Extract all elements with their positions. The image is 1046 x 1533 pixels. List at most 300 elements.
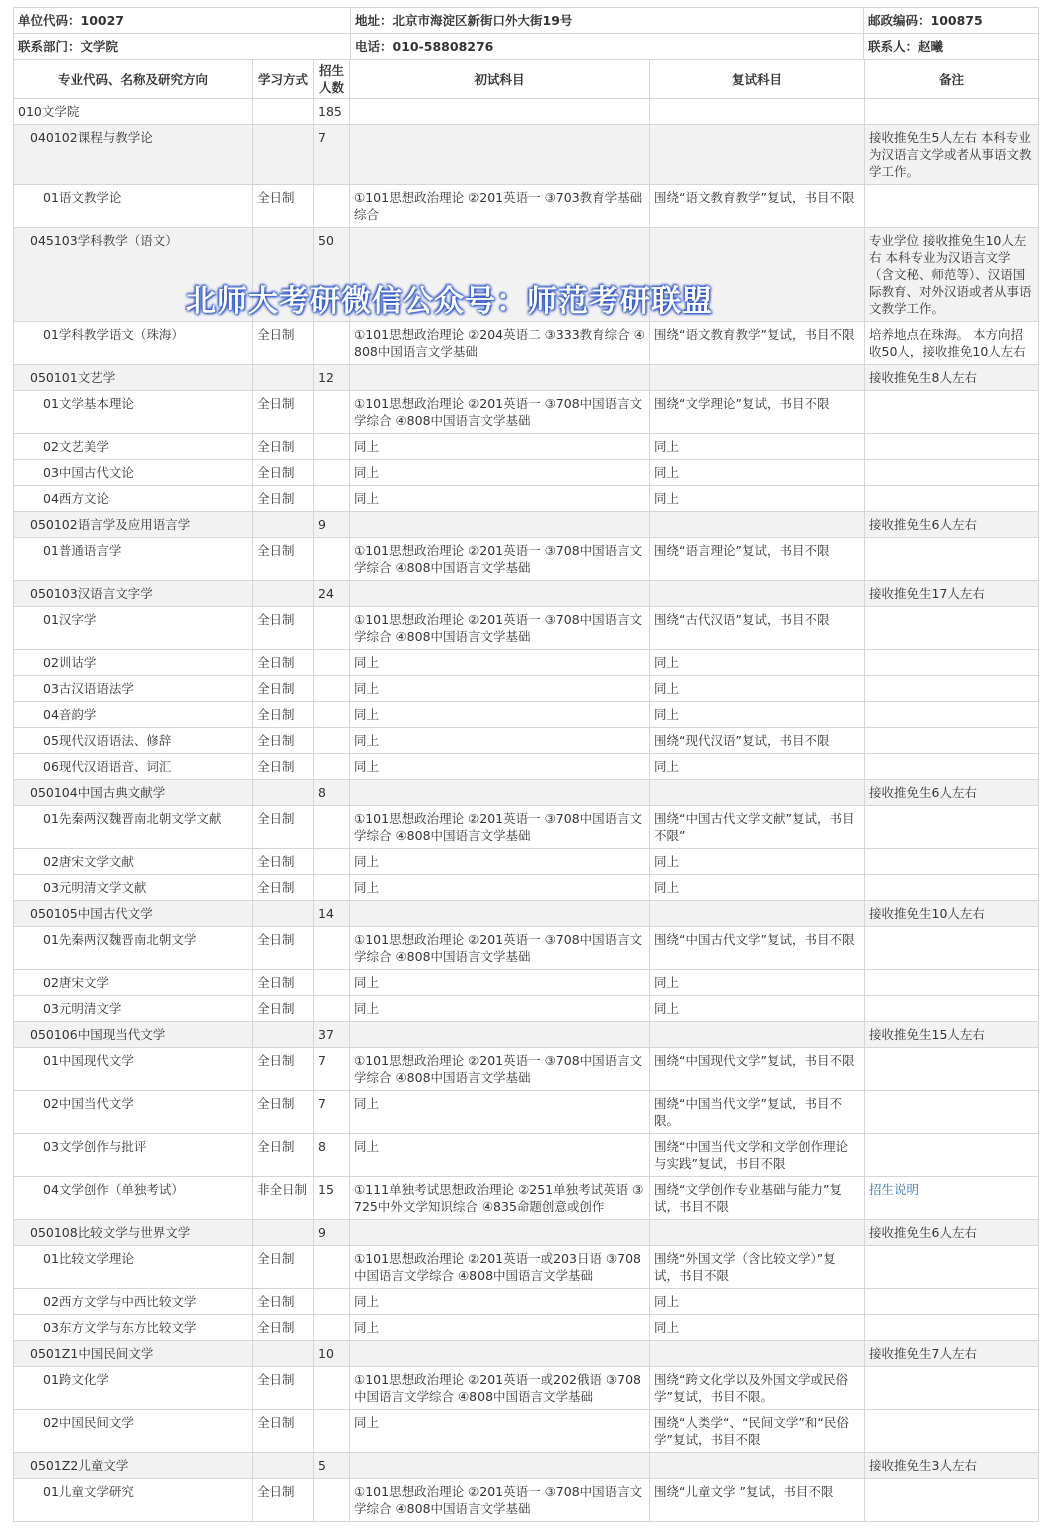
note-cell: 专业学位 接收推免生10人左右 本科专业为汉语言文学（含文秘、师范等）、汉语国际教育、对外汉语或者从事语文教学工作。: [865, 228, 1039, 322]
exam-cell: 同上: [350, 460, 650, 486]
major-cell: 040102课程与教学论: [14, 125, 253, 185]
enroll-cell: [314, 391, 350, 434]
major-cell: 02训诂学: [14, 650, 253, 676]
enroll-cell: [314, 322, 350, 365]
note-cell: [865, 1289, 1039, 1315]
enroll-cell: [314, 1289, 350, 1315]
note-cell: 接收推免生6人左右: [865, 780, 1039, 806]
note-cell: [865, 970, 1039, 996]
mode-cell: 全日制: [253, 434, 314, 460]
mode-cell: 全日制: [253, 1289, 314, 1315]
major-cell: 050106中国现当代文学: [14, 1022, 253, 1048]
major-cell: 050105中国古代文学: [14, 901, 253, 927]
exam-cell: 同上: [350, 702, 650, 728]
direction-row: [14, 1177, 1039, 1220]
exam-cell: 同上: [350, 996, 650, 1022]
exam-cell: 同上: [350, 650, 650, 676]
col-mode: 学习方式: [253, 60, 314, 99]
retest-cell: [650, 581, 865, 607]
mode-cell: 全日制: [253, 875, 314, 901]
mode-cell: 全日制: [253, 486, 314, 512]
retest-cell: 围绕“文学理论”复试，书目不限: [650, 391, 865, 434]
major-cell: 050104中国古典文献学: [14, 780, 253, 806]
retest-cell: 围绕“古代汉语”复试，书目不限: [650, 607, 865, 650]
retest-cell: 同上: [650, 1289, 865, 1315]
enroll-cell: [314, 650, 350, 676]
enroll-cell: [314, 1410, 350, 1453]
direction-row: [14, 1134, 1039, 1177]
major-cell: 02中国民间文学: [14, 1410, 253, 1453]
direction-row: [14, 1246, 1039, 1289]
note-cell: 接收推免生15人左右: [865, 1022, 1039, 1048]
enroll-cell: [314, 970, 350, 996]
enroll-cell: [314, 875, 350, 901]
major-cell: 03元明清文学文献: [14, 875, 253, 901]
exam-cell: 同上: [350, 728, 650, 754]
retest-cell: 同上: [650, 754, 865, 780]
header-table: [13, 7, 1039, 60]
mode-cell: 全日制: [253, 1134, 314, 1177]
enroll-cell: 8: [314, 780, 350, 806]
mode-cell: 全日制: [253, 460, 314, 486]
note-cell: 接收推免生5人左右 本科专业为汉语言文学或者从事语文教学工作。: [865, 125, 1039, 185]
retest-cell: 同上: [650, 1315, 865, 1341]
exam-cell: ①101思想政治理论 ②201英语一 ③708中国语言文学综合 ④808中国语言文学基础: [350, 1479, 650, 1522]
note-cell: [865, 806, 1039, 849]
direction-row: [14, 970, 1039, 996]
note-cell: [865, 99, 1039, 125]
phone: 电话：010-58808276: [351, 34, 864, 60]
enroll-cell: [314, 486, 350, 512]
enroll-cell: [314, 806, 350, 849]
retest-cell: 围绕“现代汉语”复试，书目不限: [650, 728, 865, 754]
contact: 联系人：赵曦: [864, 34, 1039, 60]
major-cell: 03古汉语语法学: [14, 676, 253, 702]
major-cell: 03文学创作与批评: [14, 1134, 253, 1177]
retest-cell: 围绕“中国古代文学”复试，书目不限: [650, 927, 865, 970]
direction-row: [14, 927, 1039, 970]
major-cell: 03元明清文学: [14, 996, 253, 1022]
enroll-cell: [314, 434, 350, 460]
exam-cell: 同上: [350, 1410, 650, 1453]
retest-cell: 同上: [650, 970, 865, 996]
major-cell: 01学科教学语文（珠海）: [14, 322, 253, 365]
mode-cell: [253, 125, 314, 185]
enroll-cell: 50: [314, 228, 350, 322]
major-cell: 02中国当代文学: [14, 1091, 253, 1134]
exam-cell: ①101思想政治理论 ②204英语二 ③333教育综合 ④808中国语言文学基础: [350, 322, 650, 365]
note-cell: 培养地点在珠海。 本方向招收50人，接收推免10人左右: [865, 322, 1039, 365]
major-row: [14, 1220, 1039, 1246]
note-cell: 接收推免生3人左右: [865, 1453, 1039, 1479]
direction-row: [14, 650, 1039, 676]
note-cell: 接收推免生6人左右: [865, 1220, 1039, 1246]
major-cell: 04西方文论: [14, 486, 253, 512]
major-cell: 01普通语言学: [14, 538, 253, 581]
school-row: [14, 99, 1039, 125]
exam-cell: 同上: [350, 970, 650, 996]
note-cell: 接收推免生17人左右: [865, 581, 1039, 607]
note-cell: [865, 486, 1039, 512]
note-cell: [865, 1479, 1039, 1522]
mode-cell: 全日制: [253, 1091, 314, 1134]
direction-row: [14, 676, 1039, 702]
enroll-cell: 37: [314, 1022, 350, 1048]
note-cell: [865, 996, 1039, 1022]
note-cell: [865, 927, 1039, 970]
enroll-cell: 8: [314, 1134, 350, 1177]
major-cell: 03东方文学与东方比较文学: [14, 1315, 253, 1341]
exam-cell: ①101思想政治理论 ②201英语一 ③708中国语言文学综合 ④808中国语言文学基础: [350, 538, 650, 581]
direction-row: [14, 391, 1039, 434]
retest-cell: 同上: [650, 702, 865, 728]
retest-cell: 围绕“文学创作专业基础与能力”复试，书目不限: [650, 1177, 865, 1220]
mode-cell: 全日制: [253, 927, 314, 970]
major-row: [14, 1341, 1039, 1367]
direction-row: [14, 460, 1039, 486]
enroll-cell: 7: [314, 1048, 350, 1091]
col-retest: 复试科目: [650, 60, 865, 99]
major-cell: 03中国古代文论: [14, 460, 253, 486]
exam-cell: [350, 581, 650, 607]
mode-cell: 全日制: [253, 1367, 314, 1410]
enroll-cell: [314, 702, 350, 728]
retest-cell: [650, 125, 865, 185]
exam-cell: 同上: [350, 1134, 650, 1177]
exam-cell: [350, 99, 650, 125]
note-cell: [865, 875, 1039, 901]
mode-cell: 非全日制: [253, 1177, 314, 1220]
retest-cell: 同上: [650, 460, 865, 486]
direction-row: [14, 702, 1039, 728]
major-cell: 02唐宋文学文献: [14, 849, 253, 875]
exam-cell: 同上: [350, 486, 650, 512]
direction-row: [14, 1315, 1039, 1341]
mode-cell: 全日制: [253, 607, 314, 650]
enroll-cell: 185: [314, 99, 350, 125]
mode-cell: 全日制: [253, 1479, 314, 1522]
note-cell: [865, 607, 1039, 650]
enroll-cell: [314, 849, 350, 875]
retest-cell: 同上: [650, 875, 865, 901]
retest-cell: [650, 1341, 865, 1367]
mode-cell: [253, 365, 314, 391]
exam-cell: [350, 125, 650, 185]
retest-cell: 同上: [650, 676, 865, 702]
exam-cell: 同上: [350, 1315, 650, 1341]
direction-row: [14, 538, 1039, 581]
retest-cell: 同上: [650, 434, 865, 460]
major-cell: 04音韵学: [14, 702, 253, 728]
enroll-cell: 9: [314, 512, 350, 538]
major-cell: 050103汉语言文字学: [14, 581, 253, 607]
retest-cell: 围绕“中国现代文学”复试，书目不限: [650, 1048, 865, 1091]
enroll-cell: 24: [314, 581, 350, 607]
unit-code: 单位代码：10027: [14, 8, 351, 34]
exam-cell: [350, 1341, 650, 1367]
mode-cell: [253, 581, 314, 607]
exam-cell: [350, 512, 650, 538]
major-row: [14, 1022, 1039, 1048]
major-row: [14, 365, 1039, 391]
mode-cell: 全日制: [253, 391, 314, 434]
major-cell: 01汉字学: [14, 607, 253, 650]
note-cell: [865, 1315, 1039, 1341]
exam-cell: ①111单独考试思想政治理论 ②251单独考试英语 ③725中外文学知识综合 ④835命题创意或创作: [350, 1177, 650, 1220]
retest-cell: 同上: [650, 486, 865, 512]
mode-cell: [253, 780, 314, 806]
header-row-2: [14, 34, 1039, 60]
note-cell: [865, 538, 1039, 581]
note-cell: 接收推免生6人左右: [865, 512, 1039, 538]
exam-cell: [350, 1453, 650, 1479]
note-cell: [865, 849, 1039, 875]
exam-cell: 同上: [350, 875, 650, 901]
retest-cell: [650, 512, 865, 538]
mode-cell: 全日制: [253, 754, 314, 780]
retest-cell: 同上: [650, 996, 865, 1022]
exam-cell: [350, 901, 650, 927]
note-cell: [865, 391, 1039, 434]
retest-cell: 同上: [650, 849, 865, 875]
direction-row: [14, 607, 1039, 650]
exam-cell: ①101思想政治理论 ②201英语一 ③708中国语言文学综合 ④808中国语言文学基础: [350, 1048, 650, 1091]
major-cell: 045103学科教学（语文）: [14, 228, 253, 322]
retest-cell: [650, 1453, 865, 1479]
enroll-cell: 14: [314, 901, 350, 927]
mode-cell: [253, 1220, 314, 1246]
note-cell: 接收推免生8人左右: [865, 365, 1039, 391]
enroll-cell: 7: [314, 125, 350, 185]
note-cell: [865, 728, 1039, 754]
enrollment-info-link[interactable]: 招生说明: [865, 1177, 1039, 1220]
retest-cell: 围绕“外国文学（含比较文学）”复试，书目不限: [650, 1246, 865, 1289]
enroll-cell: [314, 460, 350, 486]
mode-cell: 全日制: [253, 185, 314, 228]
retest-cell: 围绕“儿童文学 ”复试，书目不限: [650, 1479, 865, 1522]
major-cell: 01中国现代文学: [14, 1048, 253, 1091]
major-cell: 02唐宋文学: [14, 970, 253, 996]
direction-row: [14, 1091, 1039, 1134]
col-note: 备注: [865, 60, 1039, 99]
retest-cell: 围绕“跨文化学以及外国文学或民俗学”复试，书目不限。: [650, 1367, 865, 1410]
retest-cell: [650, 901, 865, 927]
mode-cell: [253, 1022, 314, 1048]
exam-cell: [350, 1022, 650, 1048]
major-row: [14, 901, 1039, 927]
retest-cell: 围绕“中国古代文学文献”复试，书目不限”: [650, 806, 865, 849]
exam-cell: 同上: [350, 1091, 650, 1134]
mode-cell: [253, 512, 314, 538]
mode-cell: [253, 1341, 314, 1367]
mode-cell: 全日制: [253, 538, 314, 581]
enroll-cell: [314, 754, 350, 780]
major-row: [14, 581, 1039, 607]
enroll-cell: [314, 728, 350, 754]
direction-row: [14, 486, 1039, 512]
exam-cell: 同上: [350, 849, 650, 875]
direction-row: [14, 1367, 1039, 1410]
note-cell: [865, 185, 1039, 228]
exam-cell: 同上: [350, 434, 650, 460]
retest-cell: [650, 780, 865, 806]
exam-cell: ①101思想政治理论 ②201英语一 ③703教育学基础综合: [350, 185, 650, 228]
exam-cell: [350, 780, 650, 806]
retest-cell: [650, 1022, 865, 1048]
major-cell: 0501Z1中国民间文学: [14, 1341, 253, 1367]
exam-cell: ①101思想政治理论 ②201英语一或203日语 ③708中国语言文学综合 ④808中国语言文学基础: [350, 1246, 650, 1289]
major-row: [14, 125, 1039, 185]
mode-cell: 全日制: [253, 996, 314, 1022]
enroll-cell: 15: [314, 1177, 350, 1220]
retest-cell: 围绕“语文教育教学”复试，书目不限: [650, 322, 865, 365]
major-cell: 02文艺美学: [14, 434, 253, 460]
major-cell: 050108比较文学与世界文学: [14, 1220, 253, 1246]
direction-row: [14, 806, 1039, 849]
direction-row: [14, 754, 1039, 780]
note-cell: [865, 676, 1039, 702]
major-row: [14, 780, 1039, 806]
note-cell: 接收推免生7人左右: [865, 1341, 1039, 1367]
retest-cell: 围绕“中国当代文学和文学创作理论与实践”复试，书目不限: [650, 1134, 865, 1177]
enroll-cell: [314, 676, 350, 702]
note-cell: [865, 650, 1039, 676]
exam-cell: ①101思想政治理论 ②201英语一 ③708中国语言文学综合 ④808中国语言文学基础: [350, 391, 650, 434]
enroll-cell: 10: [314, 1341, 350, 1367]
col-exam: 初试科目: [350, 60, 650, 99]
note-cell: [865, 1367, 1039, 1410]
major-cell: 01跨文化学: [14, 1367, 253, 1410]
retest-cell: 围绕“人类学“、“民间文学”和“民俗学”复试，书目不限: [650, 1410, 865, 1453]
enroll-cell: [314, 1367, 350, 1410]
major-cell: 01文学基本理论: [14, 391, 253, 434]
major-cell: 01先秦两汉魏晋南北朝文学文献: [14, 806, 253, 849]
mode-cell: 全日制: [253, 970, 314, 996]
department: 联系部门：文学院: [14, 34, 351, 60]
direction-row: [14, 185, 1039, 228]
mode-cell: 全日制: [253, 728, 314, 754]
mode-cell: 全日制: [253, 1410, 314, 1453]
mode-cell: 全日制: [253, 1315, 314, 1341]
exam-cell: 同上: [350, 676, 650, 702]
retest-cell: 围绕“语文教育教学”复试，书目不限: [650, 185, 865, 228]
note-cell: [865, 460, 1039, 486]
major-cell: 01先秦两汉魏晋南北朝文学: [14, 927, 253, 970]
major-cell: 05现代汉语语法、修辞: [14, 728, 253, 754]
major-cell: 010文学院: [14, 99, 253, 125]
mode-cell: 全日制: [253, 650, 314, 676]
note-cell: [865, 1246, 1039, 1289]
direction-row: [14, 996, 1039, 1022]
retest-cell: 同上: [650, 650, 865, 676]
major-cell: 050101文艺学: [14, 365, 253, 391]
enroll-cell: [314, 996, 350, 1022]
exam-cell: [350, 365, 650, 391]
note-cell: [865, 434, 1039, 460]
note-cell: [865, 702, 1039, 728]
enroll-cell: [314, 185, 350, 228]
watermark: 北师大考研微信公众号：师范考研联盟: [186, 284, 713, 319]
major-cell: 0501Z2儿童文学: [14, 1453, 253, 1479]
major-row: [14, 512, 1039, 538]
retest-cell: 围绕“中国当代文学”复试，书目不限。: [650, 1091, 865, 1134]
major-cell: 02西方文学与中西比较文学: [14, 1289, 253, 1315]
exam-cell: 同上: [350, 1289, 650, 1315]
header-row-1: [14, 8, 1039, 34]
col-major: 专业代码、名称及研究方向: [14, 60, 253, 99]
direction-row: [14, 875, 1039, 901]
direction-row: [14, 1048, 1039, 1091]
enroll-cell: [314, 538, 350, 581]
direction-row: [14, 728, 1039, 754]
major-cell: 01语文教学论: [14, 185, 253, 228]
enroll-cell: 5: [314, 1453, 350, 1479]
major-cell: 01比较文学理论: [14, 1246, 253, 1289]
exam-cell: ①101思想政治理论 ②201英语一或202俄语 ③708中国语言文学综合 ④808中国语言文学基础: [350, 1367, 650, 1410]
note-cell: [865, 754, 1039, 780]
enroll-cell: [314, 1479, 350, 1522]
exam-cell: ①101思想政治理论 ②201英语一 ③708中国语言文学综合 ④808中国语言文学基础: [350, 806, 650, 849]
note-cell: [865, 1410, 1039, 1453]
mode-cell: 全日制: [253, 849, 314, 875]
direction-row: [14, 1479, 1039, 1522]
enroll-cell: [314, 927, 350, 970]
direction-row: [14, 1410, 1039, 1453]
enroll-cell: 12: [314, 365, 350, 391]
enroll-cell: 7: [314, 1091, 350, 1134]
mode-cell: 全日制: [253, 702, 314, 728]
address: 地址：北京市海淀区新街口外大街19号: [351, 8, 864, 34]
exam-cell: ①101思想政治理论 ②201英语一 ③708中国语言文学综合 ④808中国语言文学基础: [350, 927, 650, 970]
enroll-cell: [314, 607, 350, 650]
enroll-cell: [314, 1315, 350, 1341]
enroll-cell: 9: [314, 1220, 350, 1246]
retest-cell: [650, 365, 865, 391]
mode-cell: 全日制: [253, 1048, 314, 1091]
note-cell: [865, 1091, 1039, 1134]
mode-cell: 全日制: [253, 806, 314, 849]
exam-cell: [350, 1220, 650, 1246]
direction-row: [14, 434, 1039, 460]
direction-row: [14, 322, 1039, 365]
major-cell: 06现代汉语语音、词汇: [14, 754, 253, 780]
mode-cell: 全日制: [253, 322, 314, 365]
retest-cell: [650, 99, 865, 125]
postal-code: 邮政编码：100875: [864, 8, 1039, 34]
exam-cell: ①101思想政治理论 ②201英语一 ③708中国语言文学综合 ④808中国语言文学基础: [350, 607, 650, 650]
major-cell: 04文学创作（单独考试）: [14, 1177, 253, 1220]
note-cell: [865, 1134, 1039, 1177]
retest-cell: 围绕“语言理论”复试，书目不限: [650, 538, 865, 581]
enroll-cell: [314, 1246, 350, 1289]
major-row: [14, 1453, 1039, 1479]
mode-cell: [253, 901, 314, 927]
major-cell: 050102语言学及应用语言学: [14, 512, 253, 538]
retest-cell: [650, 1220, 865, 1246]
mode-cell: 全日制: [253, 1246, 314, 1289]
note-cell: 接收推免生10人左右: [865, 901, 1039, 927]
col-enroll: 招生人数: [314, 60, 350, 99]
major-cell: 01儿童文学研究: [14, 1479, 253, 1522]
mode-cell: [253, 99, 314, 125]
exam-cell: 同上: [350, 754, 650, 780]
column-header-row: [14, 60, 1039, 99]
mode-cell: 全日制: [253, 676, 314, 702]
note-cell: [865, 1048, 1039, 1091]
direction-row: [14, 849, 1039, 875]
direction-row: [14, 1289, 1039, 1315]
mode-cell: [253, 1453, 314, 1479]
